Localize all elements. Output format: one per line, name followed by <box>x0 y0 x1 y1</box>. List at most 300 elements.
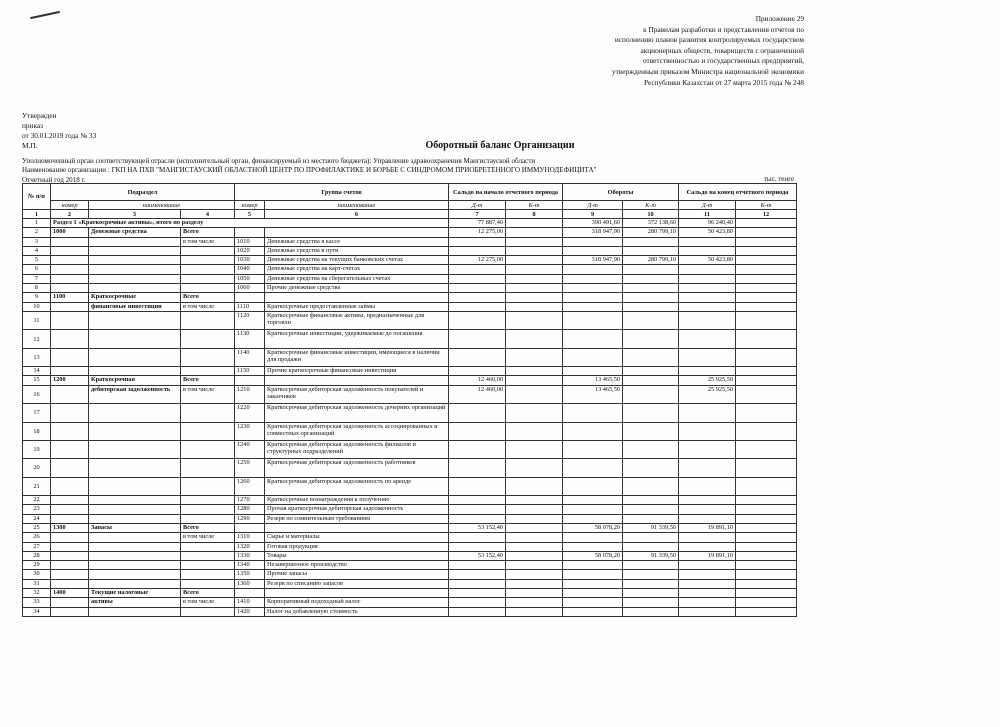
cell-sub-number <box>51 514 89 523</box>
table-row <box>23 440 797 458</box>
table-row <box>23 514 797 523</box>
cell-account-name <box>265 228 449 237</box>
cell-sub-name: активы <box>89 598 181 607</box>
row-num: 4 <box>23 246 51 255</box>
approval-line: приказ <box>22 121 44 130</box>
year-line: Отчетный год 2018 г. <box>22 175 86 184</box>
cell-kt-turn <box>623 589 679 598</box>
header-kt-turn: К-т <box>623 201 679 210</box>
cell-kt-start <box>506 367 563 376</box>
appendix-line: ответственностью и государственных предприятий, <box>642 56 804 66</box>
table-row <box>23 228 797 237</box>
cell-account-number: 1020 <box>235 246 265 255</box>
cell-kind <box>181 607 235 616</box>
cell-kt-turn <box>623 284 679 293</box>
row-num: 2 <box>23 228 51 237</box>
header-dt-end: Д-т <box>679 201 736 210</box>
cell-kind <box>181 367 235 376</box>
cell-sub-number <box>51 404 89 422</box>
cell-kind <box>181 551 235 560</box>
row-num: 29 <box>23 561 51 570</box>
cell-sub-number <box>51 542 89 551</box>
appendix-line: акционерных обществ, товариществ с ограниченной <box>640 45 804 55</box>
row-num: 9 <box>23 293 51 302</box>
cell-sub-name <box>89 459 181 477</box>
colnum: 9 <box>563 210 623 219</box>
cell-dt-end: 50 423,80 <box>679 228 736 237</box>
cell-dt-turn <box>563 561 623 570</box>
cell-dt-end <box>679 459 736 477</box>
cell-sub-number: 1200 <box>51 376 89 385</box>
cell-kt-end <box>736 422 797 440</box>
header-group-number: номер <box>235 201 265 210</box>
cell-kind <box>181 514 235 523</box>
table-row <box>23 367 797 376</box>
cell-account-name: Незавершенное производство <box>265 561 449 570</box>
row-num: 15 <box>23 376 51 385</box>
cell-kt-turn <box>623 607 679 616</box>
header-kt-start: К-т <box>506 201 563 210</box>
cell-account-number: 1110 <box>235 302 265 311</box>
cell-sub-number <box>51 505 89 514</box>
cell-dt-turn <box>563 505 623 514</box>
approval-line: от 30.01.2019 года № 33 <box>22 131 97 140</box>
column-numbers-row <box>23 210 797 219</box>
header-dt-start: Д-т <box>449 201 506 210</box>
cell-kt-start <box>506 256 563 265</box>
cell-kind <box>181 284 235 293</box>
cell-dt-turn: 58 078,20 <box>563 551 623 560</box>
header-group: Группа счетов <box>235 184 449 201</box>
cell-account-name: Готовая продукция <box>265 542 449 551</box>
cell-kt-turn <box>623 598 679 607</box>
cell-account-number: 1340 <box>235 561 265 570</box>
cell-dt-end <box>679 514 736 523</box>
row-num: 13 <box>23 348 51 366</box>
cell-kt-start <box>506 570 563 579</box>
cell-dt-start <box>449 246 506 255</box>
cell-sub-number <box>51 477 89 495</box>
cell-dt-start <box>449 274 506 283</box>
cell-sub-number <box>51 265 89 274</box>
cell-kind: Всего <box>181 228 235 237</box>
cell-sub-number <box>51 330 89 348</box>
table-row <box>23 330 797 348</box>
cell-dt-end <box>679 589 736 598</box>
cell-account-number: 1240 <box>235 440 265 458</box>
organization-line: Наименование организации : ГКП НА ПХВ "МАНГИСТАУСКИЙ ОБЛАСТНОЙ ЦЕНТР ПО ПРОФИЛАКТИКЕ И БОРЬБЕ С СИНДРОМОМ ПРИОБРЕТЕННОГО ИММУНОДЕФИЦИТА" <box>22 166 597 175</box>
cell-sub-name: Текущие налоговые <box>89 589 181 598</box>
cell-dt-end <box>679 542 736 551</box>
cell-kt-start <box>506 533 563 542</box>
cell-account-number <box>235 228 265 237</box>
table-row <box>23 348 797 366</box>
row-num: 16 <box>23 385 51 403</box>
cell-sub-number <box>51 311 89 329</box>
cell-sub-number <box>51 284 89 293</box>
cell-account-number <box>235 589 265 598</box>
cell-kt-turn <box>623 330 679 348</box>
row-num: 34 <box>23 607 51 616</box>
cell-kt-end <box>736 246 797 255</box>
appendix-line: Республики Казахстан от 27 марта 2015 года № 248 <box>643 77 804 87</box>
cell-kt-turn <box>623 570 679 579</box>
scan-mark <box>30 11 60 19</box>
cell-account-name <box>265 589 449 598</box>
cell-kt-start <box>506 589 563 598</box>
cell-account-name: Краткосрочная дебиторская задолженность работников <box>265 459 449 477</box>
cell-kind <box>181 311 235 329</box>
section-row <box>23 219 797 228</box>
cell-dt-start: 12 460,00 <box>449 376 506 385</box>
table-row <box>23 274 797 283</box>
cell-account-name: Товары <box>265 551 449 560</box>
cell-dt-end <box>679 422 736 440</box>
cell-kt-turn <box>623 404 679 422</box>
cell-kt-end <box>736 284 797 293</box>
cell-kt-end <box>736 385 797 403</box>
unit-label: тыс. тенге <box>763 175 794 183</box>
cell-kt-start <box>506 477 563 495</box>
cell-kt-start <box>506 348 563 366</box>
cell-account-name: Прочие денежные средства <box>265 284 449 293</box>
cell-kt-end <box>736 523 797 532</box>
cell-kt-end <box>736 237 797 246</box>
cell-kind <box>181 477 235 495</box>
cell-kt-start <box>506 219 563 228</box>
cell-account-number: 1410 <box>235 598 265 607</box>
cell-dt-start <box>449 284 506 293</box>
cell-dt-start <box>449 598 506 607</box>
section-title: Раздел 1 «Краткосрочные активы», итого по разделу <box>51 219 449 228</box>
cell-dt-turn: 390 491,60 <box>563 219 623 228</box>
cell-sub-number <box>51 533 89 542</box>
cell-dt-turn <box>563 533 623 542</box>
cell-sub-name <box>89 284 181 293</box>
cell-account-name: Прочая краткосрочная дебиторская задолженность <box>265 505 449 514</box>
cell-kt-turn <box>623 376 679 385</box>
cell-kt-end <box>736 514 797 523</box>
cell-account-number: 1010 <box>235 237 265 246</box>
cell-kt-start <box>506 422 563 440</box>
colnum: 7 <box>449 210 506 219</box>
cell-dt-turn <box>563 542 623 551</box>
cell-kt-end <box>736 440 797 458</box>
cell-account-number: 1250 <box>235 459 265 477</box>
cell-sub-number <box>51 598 89 607</box>
cell-kt-turn <box>623 459 679 477</box>
cell-kt-turn <box>623 274 679 283</box>
approval-line: Утвержден <box>22 111 57 120</box>
cell-dt-turn <box>563 589 623 598</box>
cell-kt-turn <box>623 505 679 514</box>
cell-dt-end <box>679 302 736 311</box>
cell-account-name: Краткосрочная дебиторская задолженность покупателей и заказчиков <box>265 385 449 403</box>
cell-account-number: 1120 <box>235 311 265 329</box>
row-num: 11 <box>23 311 51 329</box>
cell-kt-end <box>736 367 797 376</box>
row-num: 3 <box>23 237 51 246</box>
cell-dt-turn <box>563 477 623 495</box>
header-kt-end: К-т <box>736 201 797 210</box>
cell-account-name: Денежные средства на карт-счетах <box>265 265 449 274</box>
cell-account-name: Краткосрочная дебиторская задолженность ассоциированных и совместных организаций <box>265 422 449 440</box>
cell-account-number: 1320 <box>235 542 265 551</box>
cell-kt-turn <box>623 246 679 255</box>
cell-account-name <box>265 523 449 532</box>
cell-sub-name <box>89 311 181 329</box>
approval-line: М.П. <box>22 141 38 150</box>
cell-account-number: 1130 <box>235 330 265 348</box>
cell-kind <box>181 459 235 477</box>
cell-sub-number <box>51 274 89 283</box>
cell-dt-end <box>679 265 736 274</box>
document-meta <box>22 157 597 185</box>
cell-account-name: Краткосрочная дебиторская задолженность филиалов и структурных подразделений <box>265 440 449 458</box>
cell-account-number: 1050 <box>235 274 265 283</box>
cell-sub-number <box>51 459 89 477</box>
table-row <box>23 496 797 505</box>
cell-kt-end <box>736 598 797 607</box>
cell-sub-number <box>51 570 89 579</box>
cell-dt-start <box>449 579 506 588</box>
row-num: 20 <box>23 459 51 477</box>
cell-dt-turn: 318 947,90 <box>563 256 623 265</box>
cell-kind: в том числе <box>181 533 235 542</box>
row-num: 27 <box>23 542 51 551</box>
table-row <box>23 477 797 495</box>
cell-kt-turn <box>623 265 679 274</box>
cell-dt-start <box>449 542 506 551</box>
cell-sub-name <box>89 514 181 523</box>
cell-dt-turn <box>563 570 623 579</box>
cell-dt-start: 12 275,00 <box>449 256 506 265</box>
row-num: 8 <box>23 284 51 293</box>
cell-kt-end <box>736 376 797 385</box>
cell-kt-turn <box>623 237 679 246</box>
cell-account-number <box>235 376 265 385</box>
cell-dt-start <box>449 348 506 366</box>
cell-sub-number: 1300 <box>51 523 89 532</box>
cell-dt-turn <box>563 607 623 616</box>
cell-kind: в том числе <box>181 302 235 311</box>
cell-kt-end <box>736 589 797 598</box>
table-row <box>23 589 797 598</box>
row-num: 31 <box>23 579 51 588</box>
cell-dt-end: 19 891,10 <box>679 523 736 532</box>
cell-dt-turn <box>563 302 623 311</box>
cell-account-name: Резерв по сомнительным требованиям <box>265 514 449 523</box>
cell-sub-name <box>89 477 181 495</box>
cell-sub-name <box>89 496 181 505</box>
row-num: 12 <box>23 330 51 348</box>
cell-sub-name <box>89 607 181 616</box>
cell-dt-start <box>449 514 506 523</box>
row-num: 10 <box>23 302 51 311</box>
table-row <box>23 404 797 422</box>
cell-dt-turn: 58 078,20 <box>563 523 623 532</box>
row-num: 23 <box>23 505 51 514</box>
cell-kt-end <box>736 459 797 477</box>
cell-account-number: 1360 <box>235 579 265 588</box>
cell-account-number: 1350 <box>235 570 265 579</box>
cell-kind <box>181 265 235 274</box>
cell-sub-name: Запасы <box>89 523 181 532</box>
cell-sub-number: 1000 <box>51 228 89 237</box>
table-row <box>23 561 797 570</box>
cell-kind <box>181 505 235 514</box>
cell-sub-number <box>51 237 89 246</box>
cell-account-number <box>235 523 265 532</box>
cell-kind <box>181 348 235 366</box>
cell-dt-turn <box>563 246 623 255</box>
header-num: № п/п <box>23 184 51 210</box>
cell-dt-start <box>449 589 506 598</box>
cell-sub-name: финансовые инвестиции <box>89 302 181 311</box>
cell-dt-start: 53 152,40 <box>449 523 506 532</box>
cell-dt-start <box>449 293 506 302</box>
cell-account-name: Прочие запасы <box>265 570 449 579</box>
cell-kt-start <box>506 302 563 311</box>
table-row <box>23 542 797 551</box>
cell-dt-end <box>679 505 736 514</box>
row-num: 22 <box>23 496 51 505</box>
table-row <box>23 284 797 293</box>
colnum: 10 <box>623 210 679 219</box>
cell-dt-turn <box>563 514 623 523</box>
cell-dt-turn <box>563 598 623 607</box>
cell-kt-start <box>506 607 563 616</box>
cell-kt-turn <box>623 542 679 551</box>
cell-kt-turn: 91 339,50 <box>623 551 679 560</box>
cell-dt-end <box>679 274 736 283</box>
row-num: 30 <box>23 570 51 579</box>
cell-kt-turn <box>623 579 679 588</box>
cell-dt-start <box>449 496 506 505</box>
cell-dt-end <box>679 477 736 495</box>
table-row <box>23 311 797 329</box>
cell-kind <box>181 542 235 551</box>
cell-kind <box>181 422 235 440</box>
cell-sub-number <box>51 367 89 376</box>
cell-kt-start <box>506 579 563 588</box>
cell-dt-end <box>679 579 736 588</box>
cell-kt-start <box>506 598 563 607</box>
cell-dt-turn <box>563 422 623 440</box>
table-row <box>23 422 797 440</box>
cell-sub-name <box>89 561 181 570</box>
row-num: 25 <box>23 523 51 532</box>
colnum: 4 <box>181 210 235 219</box>
table-row <box>23 385 797 403</box>
cell-dt-end <box>679 607 736 616</box>
cell-account-name: Резерв по списанию запасов <box>265 579 449 588</box>
cell-account-name <box>265 293 449 302</box>
cell-kind <box>181 330 235 348</box>
cell-sub-name <box>89 505 181 514</box>
cell-sub-name <box>89 348 181 366</box>
header-subsection: Подраздел <box>51 184 235 201</box>
cell-sub-name <box>89 274 181 283</box>
cell-dt-start <box>449 311 506 329</box>
cell-kind <box>181 570 235 579</box>
table-row <box>23 256 797 265</box>
authority-line: Уполномоченный орган соответствующей отрасли (исполнительный орган, финансируемый из местного бюджета): Управление здравоохранения Мангистауской области <box>22 157 536 165</box>
cell-dt-start <box>449 440 506 458</box>
cell-account-number: 1040 <box>235 265 265 274</box>
row-num: 18 <box>23 422 51 440</box>
table-row <box>23 533 797 542</box>
cell-kt-end <box>736 348 797 366</box>
cell-kt-start <box>506 496 563 505</box>
cell-account-number: 1140 <box>235 348 265 366</box>
cell-kt-start <box>506 385 563 403</box>
cell-sub-name <box>89 265 181 274</box>
cell-dt-end <box>679 311 736 329</box>
cell-sub-number <box>51 385 89 403</box>
balance-table <box>22 183 797 617</box>
cell-kt-end <box>736 570 797 579</box>
cell-account-name: Денежные средства на текущих банковских счетах <box>265 256 449 265</box>
cell-dt-end: 25 925,50 <box>679 376 736 385</box>
colnum: 11 <box>679 210 736 219</box>
appendix-line: Приложение 29 <box>755 14 804 23</box>
row-num: 19 <box>23 440 51 458</box>
header-saldo-end: Сальдо на конец отчетного периода <box>679 184 797 201</box>
cell-dt-start <box>449 477 506 495</box>
cell-sub-name <box>89 542 181 551</box>
cell-kt-start <box>506 514 563 523</box>
cell-kt-start <box>506 551 563 560</box>
cell-account-name: Краткосрочные предоставленные займы <box>265 302 449 311</box>
cell-sub-number <box>51 579 89 588</box>
cell-kt-turn <box>623 561 679 570</box>
cell-dt-end <box>679 367 736 376</box>
cell-kt-turn <box>623 385 679 403</box>
cell-kind <box>181 404 235 422</box>
cell-dt-turn: 318 947,90 <box>563 228 623 237</box>
cell-kind: Всего <box>181 523 235 532</box>
cell-kind: в том числе <box>181 237 235 246</box>
cell-kt-start <box>506 293 563 302</box>
cell-sub-number <box>51 246 89 255</box>
cell-account-name: Краткосрочные инвестиции, удерживаемые до погашения <box>265 330 449 348</box>
cell-dt-end: 96 240,40 <box>679 219 736 228</box>
table-row <box>23 551 797 560</box>
cell-dt-turn <box>563 440 623 458</box>
row-num: 26 <box>23 533 51 542</box>
cell-dt-end <box>679 440 736 458</box>
cell-sub-number <box>51 561 89 570</box>
cell-kt-end <box>736 330 797 348</box>
cell-account-name: Краткосрочные финансовые инвестиции, имеющиеся в наличии для продажи <box>265 348 449 366</box>
cell-kind <box>181 274 235 283</box>
cell-dt-turn <box>563 284 623 293</box>
cell-account-number: 1330 <box>235 551 265 560</box>
cell-account-number: 1030 <box>235 256 265 265</box>
cell-dt-end: 25 925,50 <box>679 385 736 403</box>
cell-dt-turn <box>563 459 623 477</box>
cell-dt-end <box>679 533 736 542</box>
cell-kind <box>181 256 235 265</box>
cell-sub-number <box>51 422 89 440</box>
cell-kt-turn <box>623 496 679 505</box>
cell-kind <box>181 246 235 255</box>
cell-dt-start <box>449 404 506 422</box>
cell-kt-start <box>506 376 563 385</box>
row-num: 7 <box>23 274 51 283</box>
colnum: 3 <box>89 210 181 219</box>
